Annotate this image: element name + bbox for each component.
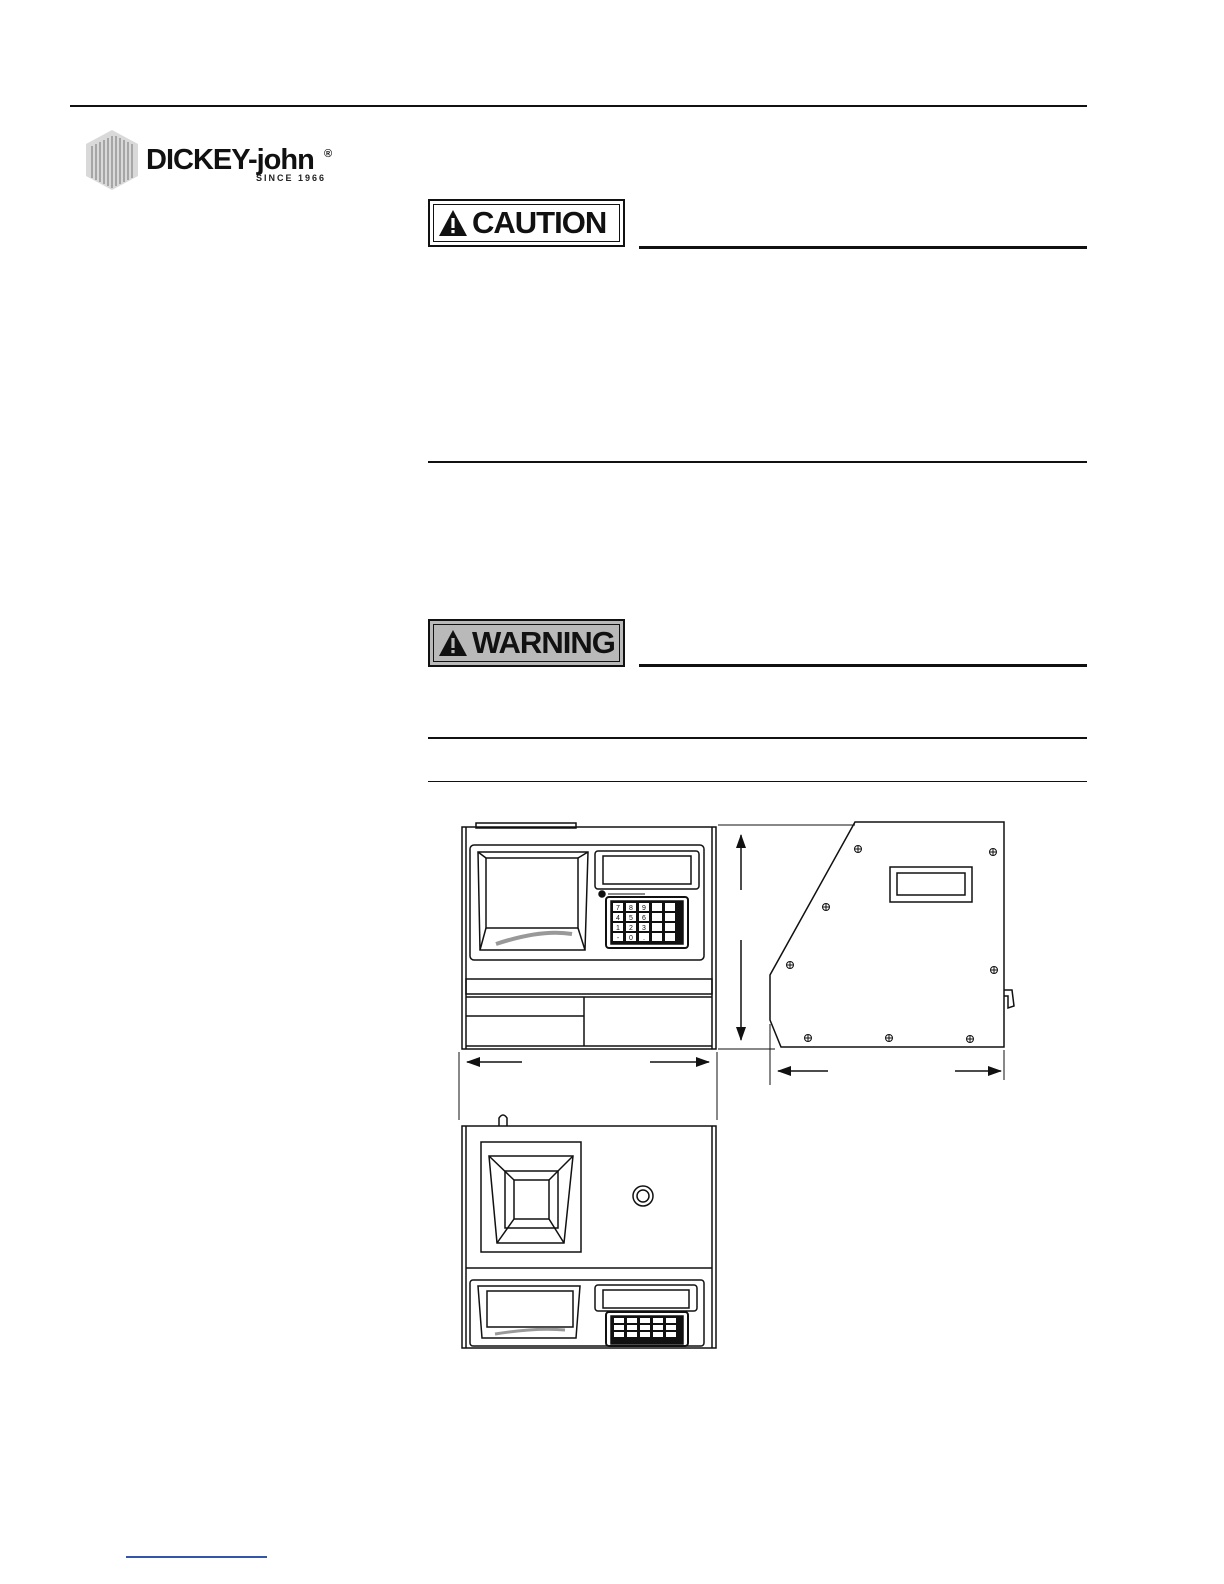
svg-text:-: - [616,935,620,942]
warning-end-rule [428,737,1087,739]
svg-text:6: 6 [642,915,646,922]
side-view [718,822,1014,1085]
brand-registered-mark: ® [324,148,333,160]
svg-text:.: . [643,935,645,942]
svg-text:2: 2 [629,925,633,932]
caution-label: CAUTION [472,205,607,240]
svg-text:1: 1 [616,925,620,932]
warning-badge [428,619,625,667]
caution-rule [639,246,1087,249]
svg-text:8: 8 [629,905,633,912]
top-view [462,1115,716,1348]
dimension-drawing [440,815,1030,1360]
brand-name: DICKEY-john [146,144,314,176]
front-view [459,823,717,1120]
svg-text:9: 9 [642,905,646,912]
caution-end-rule [428,461,1087,463]
footer-link-underline[interactable] [126,1556,267,1558]
svg-text:0: 0 [629,935,633,942]
svg-text:7: 7 [616,905,620,912]
brand-cube-icon [84,128,140,194]
svg-text:5: 5 [629,915,633,922]
warning-label: WARNING [472,625,615,660]
warning-triangle-icon [438,209,468,237]
svg-text:3: 3 [642,925,646,932]
svg-text:4: 4 [616,915,620,922]
brand-tagline: SINCE 1966 [256,173,327,183]
warning-rule [639,664,1087,667]
figure-top-rule [428,781,1087,782]
brand-logo [84,126,344,196]
warning-triangle-icon [438,629,468,657]
caution-badge [428,199,625,247]
header-rule [70,105,1087,107]
